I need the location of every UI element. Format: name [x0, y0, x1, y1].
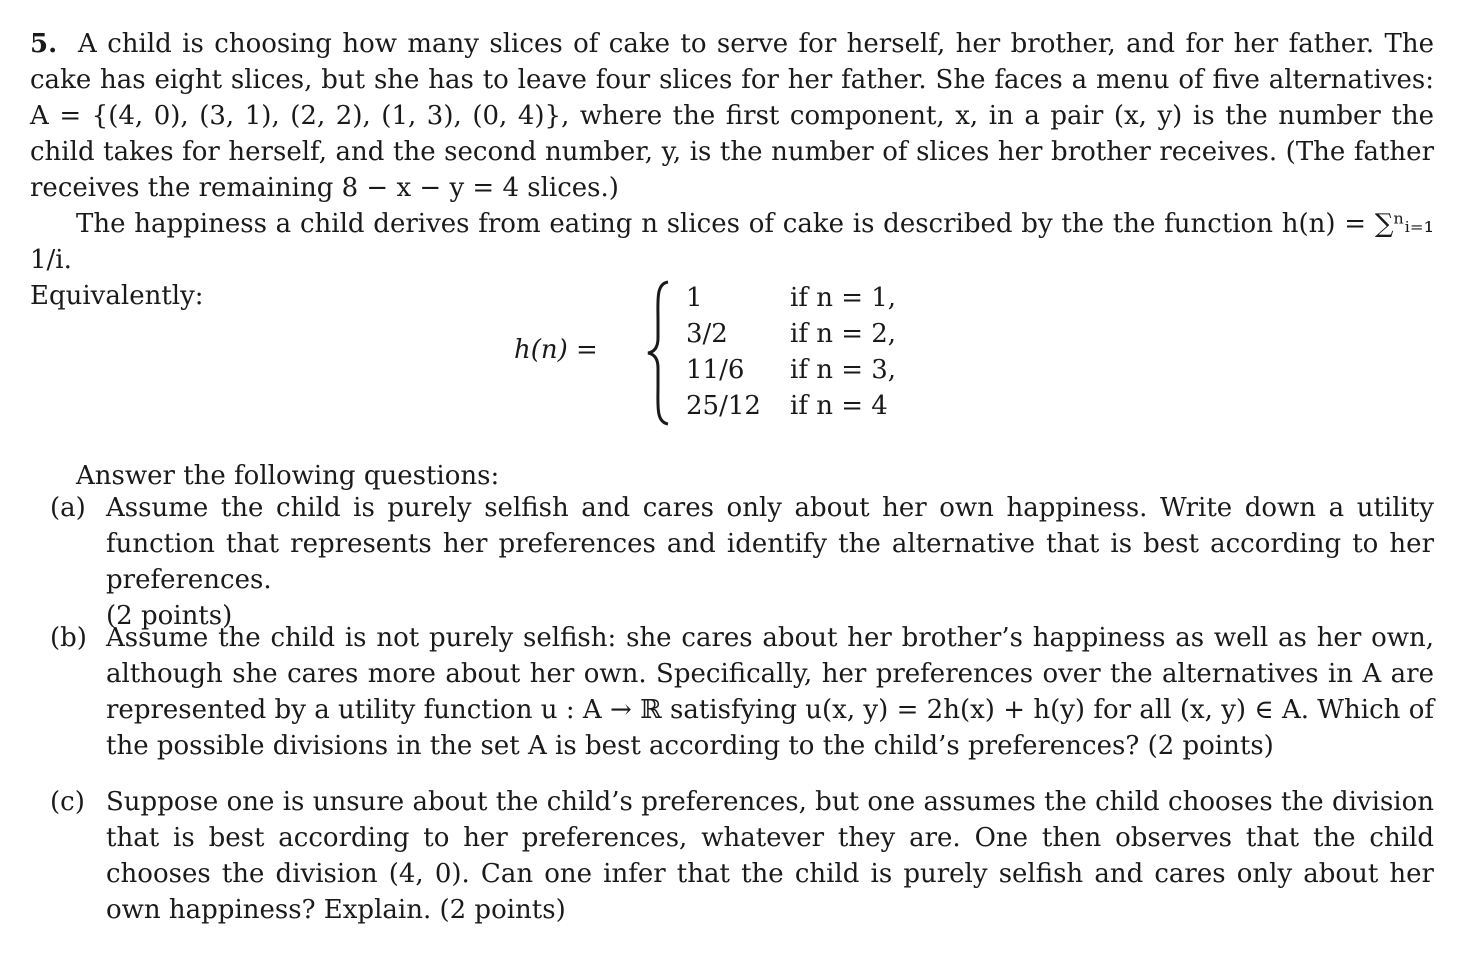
- question-points: (2 points): [106, 601, 233, 631]
- left-brace-icon: [646, 280, 672, 426]
- question-body: [106, 620, 1434, 764]
- piecewise-cases: [686, 280, 896, 424]
- question-c: [50, 784, 1434, 928]
- question-text: Suppose one is unsure about the child’s preferences, but one assumes the child chooses the division that is best according to her preferences, whatever they are. One then observes that the child chooses the division (4, 0). Can one infer that the child is purely selfish and cares only about her own happiness? Explain.: [106, 787, 1434, 925]
- question-text: Assume the child is not purely selfish: she cares about her brother’s happiness as well as her own, although she cares more about her own. Specifically, her preferences over the alternatives in A are represented by a utility function u : A → ℝ satisfying u(x, y) = 2h(x) + h(y) for all (x, y) ∈ A. Which of the possible divisions in the set A is best according to the child’s preferences?: [106, 623, 1434, 761]
- case-value: 1: [686, 283, 703, 313]
- question-b: [50, 620, 1434, 764]
- case-condition: if n = 2,: [790, 319, 897, 349]
- answer-lead: Answer the following questions:: [76, 461, 500, 491]
- alternatives-set: A = {(4, 0), (3, 1), (2, 2), (1, 3), (0, 4)}: [30, 101, 562, 131]
- question-points: (2 points): [1147, 731, 1274, 761]
- question-label: (b): [50, 623, 87, 653]
- question-points: (2 points): [439, 895, 566, 925]
- intro-text-2: , where the first component, x, in a pair (x, y) is the number the child takes for herself, and the second number, y, is the number of slices her brother receives. (The father receives the remaining 8 − x − y = 4 slices.): [30, 101, 1434, 203]
- question-label: (c): [50, 787, 85, 817]
- case-row: [686, 316, 896, 352]
- equivalently-label: Equivalently:: [30, 281, 204, 311]
- case-value: 25/12: [686, 391, 761, 421]
- piecewise-lhs: h(n) =: [514, 335, 598, 365]
- problem-intro: [30, 26, 1434, 314]
- case-value: 11/6: [686, 355, 745, 385]
- case-row: [686, 280, 896, 316]
- case-condition: if n = 4: [790, 391, 888, 421]
- question-text: Assume the child is purely selfish and cares only about her own happiness. Write down a utility function that represents her preferences and identify the alternative that is best according to her preferences.: [106, 493, 1434, 595]
- question-body: [106, 784, 1434, 928]
- piecewise-definition: [514, 280, 934, 430]
- case-value: 3/2: [686, 319, 728, 349]
- problem-number: 5.: [30, 29, 58, 59]
- happiness-sentence: The happiness a child derives from eating n slices of cake is described by the the function h(n) = ∑ⁿᵢ₌₁ 1/i.: [30, 209, 1434, 275]
- question-a: [50, 490, 1434, 634]
- question-label: (a): [50, 493, 86, 523]
- case-condition: if n = 3,: [790, 355, 897, 385]
- case-condition: if n = 1,: [790, 283, 897, 313]
- intro-text-1: A child is choosing how many slices of cake to serve for herself, her brother, and for her father. The cake has eight slices, but she has to leave four slices for her father. She faces a menu of five alternatives:: [30, 29, 1435, 95]
- case-row: [686, 352, 896, 388]
- case-row: [686, 388, 896, 424]
- question-body: [106, 490, 1434, 634]
